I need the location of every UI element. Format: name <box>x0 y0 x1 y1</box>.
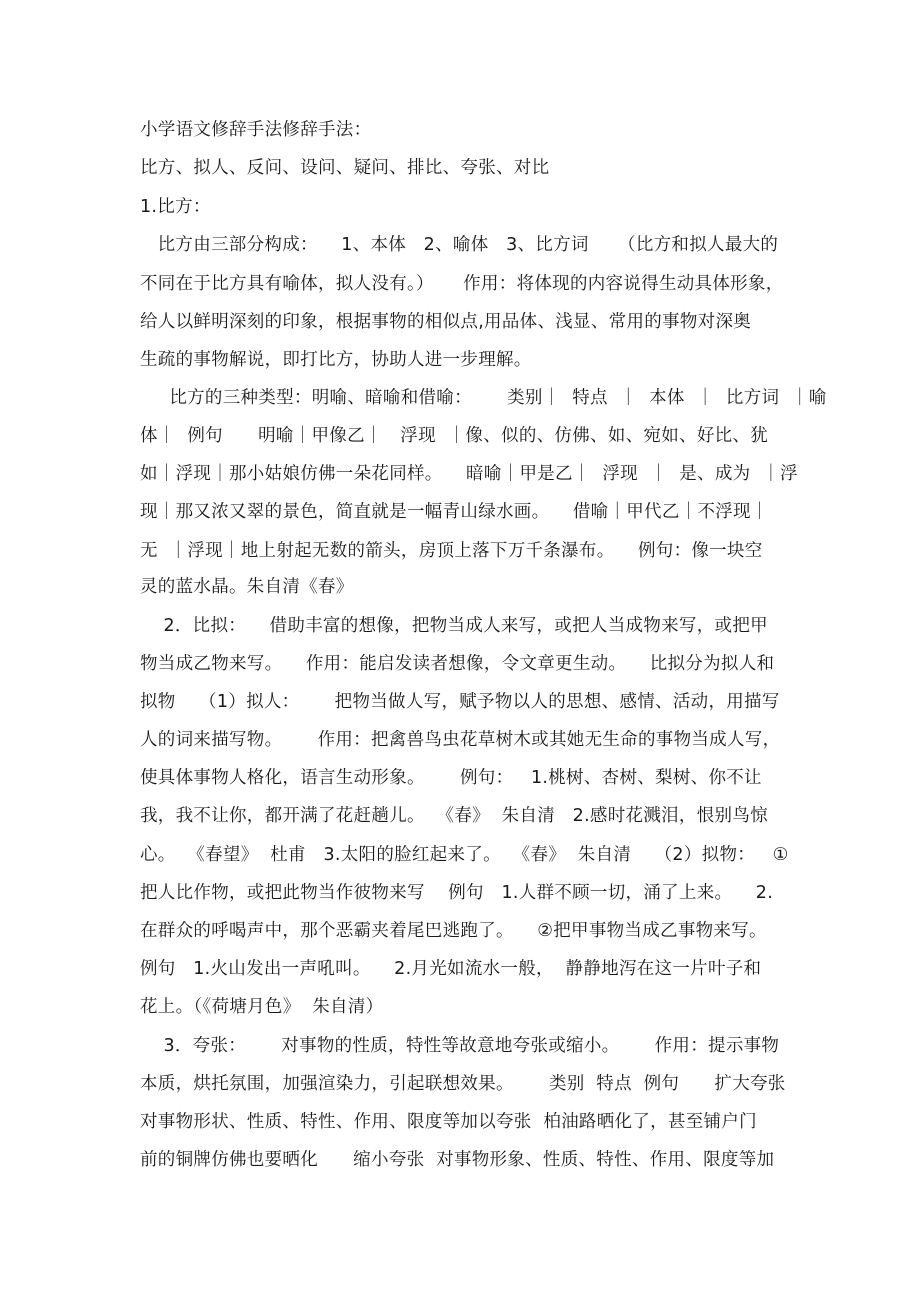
text-line: 体｜ 例句 明喻｜甲像乙｜ 浮现 ｜像、似的、仿佛、如、宛如、好比、犹 <box>140 426 769 446</box>
text-line: 例句 1.火山发出一声吼叫。 2.月光如流水一般， 静静地泻在这一片叶子和 <box>140 959 762 979</box>
text-line: 本质，烘托氛围，加强渲染力，引起联想效果。 类别 特点 例句 扩大夸张 <box>140 1074 786 1094</box>
text-line: 人的词来描写物。 作用：把禽兽鸟虫花草树木或其她无生命的事物当成人写， <box>140 730 781 750</box>
text-line: 2．比拟： 借助丰富的想像，把物当成人来写，或把人当成物来写，或把甲 <box>140 616 768 636</box>
text-line: 比方、拟人、反问、设问、疑问、排比、夸张、对比 <box>140 158 550 178</box>
text-line: 前的铜牌仿佛也要晒化 缩小夸张 对事物形象、性质、特性、作用、限度等加 <box>140 1150 775 1170</box>
text-line: 把人比作物，或把此物当作彼物来写 例句 1.人群不顾一切，涌了上来。 2. <box>140 883 774 903</box>
text-line: 3．夸张： 对事物的性质，特性等故意地夸张或缩小。 作用：提示事物 <box>140 1036 780 1056</box>
text-line: 不同在于比方具有喻体，拟人没有。） 作用：将体现的内容说得生动具体形象， <box>140 274 784 294</box>
text-line: 比方的三种类型：明喻、暗喻和借喻： 类别｜ 特点 ｜ 本体 ｜ 比方词 ｜喻 <box>140 388 827 408</box>
text-line: 现｜那又浓又翠的景色，简直就是一幅青山绿水画。 借喻｜甲代乙｜不浮现｜ <box>140 502 769 522</box>
text-line: 心。 《春望》 杜甫 3.太阳的脸红起来了。 《春》 朱自清 （2）拟物： ① <box>140 845 789 865</box>
text-line: 对事物形状、性质、特性、作用、限度等加以夸张 柏油路晒化了，甚至铺户门 <box>140 1112 757 1132</box>
text-line: 给人以鲜明深刻的印象，根据事物的相似点,用品体、浅显、常用的事物对深奥 <box>140 312 752 332</box>
text-line: 物当成乙物来写。 作用：能启发读者想像，令文章更生动。 比拟分为拟人和 <box>140 654 775 674</box>
text-line: 拟物 （1）拟人： 把物当做人写，赋予物以人的思想、感情、活动，用描写 <box>140 692 780 712</box>
text-line: 在群众的呼喝声中，那个恶霸夹着尾巴逃跑了。 ②把甲事物当成乙事物来写。 <box>140 921 767 941</box>
text-line: 我，我不让你，都开满了花赶趟儿。 《春》 朱自清 2.感时花溅泪，恨别鸟惊 <box>140 806 768 826</box>
text-line: 1.比方： <box>140 197 211 217</box>
text-line: 小学语文修辞手法修辞手法： <box>140 120 372 140</box>
text-line: 比方由三部分构成： 1、本体 2、喻体 3、比方词 （比方和拟人最大的 <box>140 235 779 255</box>
text-line: 使具体事物人格化，语言生动形象。 例句： 1.桃树、杏树、梨树、你不让 <box>140 768 762 788</box>
text-line: 灵的蓝水晶。朱自清《春》 <box>140 577 354 597</box>
text-line: 如｜浮现｜那小姑娘仿佛一朵花同样。 暗喻｜甲是乙｜ 浮现 ｜ 是、成为 ｜浮 <box>140 464 798 484</box>
text-line: 花上。（《荷塘月色》 朱自清） <box>140 997 384 1017</box>
text-line: 无 ｜浮现｜地上射起无数的箭头，房顶上落下万千条瀑布。 例句：像一块空 <box>140 541 763 561</box>
text-line: 生疏的事物解说，即打比方，协助人进一步理解。 <box>140 350 532 370</box>
